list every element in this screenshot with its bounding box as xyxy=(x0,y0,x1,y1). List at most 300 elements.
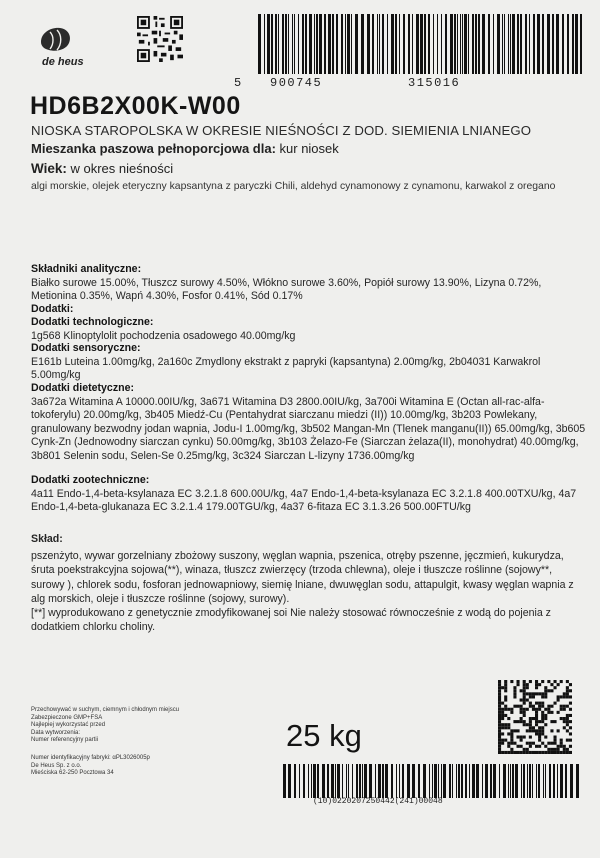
barcode-bar xyxy=(424,14,426,74)
datamatrix-module xyxy=(498,717,501,720)
datamatrix-module xyxy=(547,708,550,711)
datamatrix-module xyxy=(526,699,529,702)
datamatrix-module xyxy=(501,739,504,742)
datamatrix-module xyxy=(566,748,569,751)
datamatrix-module xyxy=(498,708,501,711)
datamatrix-module xyxy=(501,723,504,726)
identity-line: De Heus Sp. z o.o. xyxy=(31,762,82,769)
composition-note: [**] wyprodukowano z genetycznie zmodyfikowanej soi Nie należy stosować równocześnie z wodą do pojenia z dodatkiem chlorku choliny. xyxy=(31,607,551,634)
section-title: Dodatki sensoryczne: xyxy=(31,342,141,354)
barcode-bar xyxy=(285,14,287,74)
datamatrix-module xyxy=(523,689,526,692)
datamatrix-module xyxy=(523,699,526,702)
datamatrix-module xyxy=(547,742,550,745)
barcode-bar xyxy=(356,764,358,798)
datamatrix-module xyxy=(560,705,563,708)
datamatrix-module xyxy=(557,711,560,714)
barcode-bar xyxy=(375,764,376,798)
datamatrix-module xyxy=(526,742,529,745)
barcode-bar xyxy=(482,14,485,74)
datamatrix-module xyxy=(498,686,501,689)
datamatrix-module xyxy=(563,695,566,698)
barcode-bar xyxy=(497,14,500,74)
datamatrix-module xyxy=(498,705,501,708)
barcode-bar xyxy=(553,764,555,798)
barcode-bar xyxy=(288,764,291,798)
datamatrix-module xyxy=(526,748,529,751)
datamatrix-module xyxy=(526,729,529,732)
section-title: Dodatki zootechniczne: xyxy=(31,474,150,486)
barcode-bar xyxy=(461,764,463,798)
datamatrix-module xyxy=(569,689,572,692)
barcode-bar xyxy=(351,14,352,74)
datamatrix-module xyxy=(517,751,520,754)
datamatrix-module xyxy=(554,720,557,723)
barcode-bar xyxy=(499,764,500,798)
datamatrix-module xyxy=(513,742,516,745)
datamatrix-module xyxy=(510,732,513,735)
section-title: Dodatki dietetyczne: xyxy=(31,382,135,394)
datamatrix-module xyxy=(517,705,520,708)
datamatrix-module xyxy=(532,705,535,708)
datamatrix-module xyxy=(532,729,535,732)
datamatrix-module xyxy=(535,751,538,754)
datamatrix-module xyxy=(523,680,526,683)
datamatrix-module xyxy=(510,729,513,732)
datamatrix-module xyxy=(532,726,535,729)
datamatrix-module xyxy=(560,739,563,742)
datamatrix-module xyxy=(541,751,544,754)
barcode-bar xyxy=(378,764,381,798)
datamatrix-module xyxy=(541,714,544,717)
manufacturer-info xyxy=(31,755,271,778)
barcode-bar xyxy=(408,14,410,74)
barcode-bar xyxy=(316,14,318,74)
datamatrix-module xyxy=(547,751,550,754)
datamatrix-module xyxy=(498,702,501,705)
barcode-bar xyxy=(580,14,582,74)
datamatrix-module xyxy=(526,686,529,689)
barcode-bar xyxy=(441,14,442,74)
barcode-bar xyxy=(443,764,446,798)
barcode-bar xyxy=(452,764,453,798)
barcode-bar xyxy=(258,14,261,74)
datamatrix-module xyxy=(544,736,547,739)
datamatrix-module xyxy=(566,723,569,726)
barcode-bar xyxy=(462,14,463,74)
datamatrix-module xyxy=(566,751,569,754)
barcode-bar xyxy=(475,14,477,74)
barcode-bar xyxy=(458,764,460,798)
section-text: E161b Luteina 1.00mg/kg, 2a160c Zmydlony ekstrakt z papryki (kapsantyna) 2.00mg/kg, 2b04031 Karwakrol 5.00mg/kg xyxy=(31,355,541,382)
ean-digits-right: 315016 xyxy=(408,76,461,90)
age-value: w okres nieśności xyxy=(66,161,174,176)
datamatrix-module xyxy=(510,680,513,683)
barcode-bar xyxy=(299,764,300,798)
barcode-bar xyxy=(525,14,527,74)
datamatrix-module xyxy=(541,680,544,683)
datamatrix-module xyxy=(547,748,550,751)
datamatrix-module xyxy=(563,692,566,695)
datamatrix-module xyxy=(510,708,513,711)
datamatrix-module xyxy=(541,702,544,705)
datamatrix-module xyxy=(532,692,535,695)
barcode-bar xyxy=(332,14,334,74)
barcode-bar xyxy=(445,14,447,74)
datamatrix-module xyxy=(563,751,566,754)
barcode-bar xyxy=(403,14,405,74)
datamatrix-module xyxy=(507,717,510,720)
composition xyxy=(31,532,587,634)
datamatrix-module xyxy=(504,723,507,726)
mix-label: Mieszanka paszowa pełnoporcjowa dla: xyxy=(31,141,276,156)
datamatrix-module xyxy=(507,708,510,711)
barcode-bar xyxy=(278,14,279,74)
barcode-bar xyxy=(267,14,270,74)
barcode-bar xyxy=(510,14,511,74)
storage-info xyxy=(31,707,271,745)
datamatrix-module xyxy=(517,720,520,723)
datamatrix-module xyxy=(538,705,541,708)
datamatrix-module xyxy=(498,751,501,754)
barcode-bar xyxy=(294,14,295,74)
datamatrix-module xyxy=(550,748,553,751)
storage-line: Najlepiej wykorzystać przed xyxy=(31,722,106,729)
barcode-bar xyxy=(552,14,554,74)
ean-digits-left: 900745 xyxy=(270,76,323,90)
datamatrix-module xyxy=(523,695,526,698)
datamatrix-module xyxy=(532,708,535,711)
barcode-bar xyxy=(485,764,488,798)
barcode-bar xyxy=(418,764,420,798)
datamatrix-module xyxy=(507,751,510,754)
datamatrix-module xyxy=(523,751,526,754)
barcode-bar xyxy=(416,14,419,74)
datamatrix-module xyxy=(544,689,547,692)
barcode-bar xyxy=(341,14,343,74)
section-technological xyxy=(31,316,587,343)
barcode-bar xyxy=(562,14,564,74)
datamatrix-module xyxy=(554,742,557,745)
net-weight: 25 kg xyxy=(286,718,362,753)
datamatrix-module xyxy=(501,702,504,705)
datamatrix-module xyxy=(535,729,538,732)
datamatrix-module xyxy=(550,729,553,732)
datamatrix-module xyxy=(544,695,547,698)
datamatrix-module xyxy=(498,714,501,717)
barcode-bar xyxy=(503,764,506,798)
storage-line: Zabezpieczone GMP+FSA xyxy=(31,714,103,721)
datamatrix-module xyxy=(504,714,507,717)
barcode-bar xyxy=(308,764,309,798)
datamatrix-module xyxy=(504,699,507,702)
barcode-bar xyxy=(557,764,558,798)
datamatrix-module xyxy=(547,711,550,714)
datamatrix-module xyxy=(526,708,529,711)
datamatrix-module xyxy=(520,708,523,711)
barcode-bar xyxy=(572,14,574,74)
datamatrix-module xyxy=(563,708,566,711)
barcode-bar xyxy=(456,764,457,798)
barcode-bar xyxy=(567,14,569,74)
barcode-bar xyxy=(396,764,397,798)
datamatrix-module xyxy=(520,717,523,720)
datamatrix-module xyxy=(501,714,504,717)
brand-logo xyxy=(38,24,108,72)
product-subtitle: NIOSKA STAROPOLSKA W OKRESIE NIEŚNOŚCI Z DOD. SIEMIENIA LNIANEGO xyxy=(31,123,532,138)
composition-text: pszenżyto, wywar gorzelniany zbożowy suszony, węglan wapnia, pszenica, otręby pszenne, jęczmień, kukurydza, śruta poekstrakcyjna sojowa(**), winaza, tłuszcz zwierzęcy (trzoda chlewna), oleje i tłuszcze roślinne (sojowy**, surowy ), chlorek sodu, fosforan jednowapniowy, siemię lniane, dwuwęglan sodu, attapulgit, kwasy węglan wapnia z alg morskich, oleje i tłuszcze roślinne (sojowy, surowy). xyxy=(31,550,574,605)
barcode-bar xyxy=(538,764,540,798)
barcode-bar xyxy=(543,764,544,798)
datamatrix-module xyxy=(513,751,516,754)
datamatrix-module xyxy=(554,739,557,742)
datamatrix-module xyxy=(560,680,563,683)
product-code: HD6B2X00K-W00 xyxy=(30,92,241,120)
barcode-bar xyxy=(335,764,336,798)
datamatrix-module xyxy=(510,711,513,714)
barcode-bar xyxy=(432,764,433,798)
barcode-bar xyxy=(527,764,528,798)
datamatrix-module xyxy=(560,745,563,748)
datamatrix-module xyxy=(532,717,535,720)
datamatrix-module xyxy=(501,726,504,729)
datamatrix-module xyxy=(544,686,547,689)
datamatrix-module xyxy=(513,729,516,732)
barcode-bar xyxy=(364,764,367,798)
barcode-bar xyxy=(348,764,349,798)
barcode-bar xyxy=(317,764,319,798)
datamatrix-module xyxy=(541,729,544,732)
barcode-bar xyxy=(313,764,316,798)
barcode-bar xyxy=(512,14,515,74)
datamatrix-module xyxy=(526,751,529,754)
datamatrix-module xyxy=(504,708,507,711)
datamatrix-module xyxy=(520,736,523,739)
datamatrix-module xyxy=(523,708,526,711)
datamatrix-module xyxy=(501,686,504,689)
barcode-bar xyxy=(319,14,322,74)
barcode-bar xyxy=(449,764,451,798)
datamatrix-module xyxy=(501,708,504,711)
datamatrix-module xyxy=(541,705,544,708)
datamatrix-module xyxy=(501,751,504,754)
mix-value: kur niosek xyxy=(275,141,339,156)
datamatrix-module xyxy=(563,717,566,720)
datamatrix-module xyxy=(498,739,501,742)
datamatrix-module xyxy=(520,705,523,708)
barcode-bar xyxy=(377,14,378,74)
barcode-bar xyxy=(423,764,426,798)
datamatrix-module xyxy=(554,680,557,683)
barcode-bar xyxy=(512,764,514,798)
barcode-bar xyxy=(576,764,579,798)
datamatrix-module xyxy=(529,695,532,698)
datamatrix-module xyxy=(560,742,563,745)
age-label: Wiek: xyxy=(31,161,67,176)
datamatrix-module xyxy=(563,726,566,729)
datamatrix-code xyxy=(498,680,572,754)
datamatrix-module xyxy=(510,748,513,751)
barcode-bar xyxy=(387,14,388,74)
barcode-bar xyxy=(438,764,439,798)
datamatrix-module xyxy=(557,745,560,748)
datamatrix-module xyxy=(544,692,547,695)
barcode-bar xyxy=(454,14,456,74)
storage-line: Data wytworzenia: xyxy=(31,729,81,736)
barcode-bar xyxy=(294,764,296,798)
storage-line: Przechowywać w suchym, ciemnym i chłodnym miejscu xyxy=(31,707,180,713)
datamatrix-module xyxy=(560,751,563,754)
datamatrix-module xyxy=(538,692,541,695)
barcode-bar xyxy=(264,14,265,74)
datamatrix-module xyxy=(541,720,544,723)
datamatrix-module xyxy=(554,751,557,754)
section-analytical xyxy=(31,263,587,304)
barcode-bar xyxy=(529,764,531,798)
datamatrix-module xyxy=(513,686,516,689)
barcode-bar xyxy=(515,764,518,798)
barcode-bar xyxy=(575,14,578,74)
datamatrix-module xyxy=(520,689,523,692)
datamatrix-module xyxy=(554,748,557,751)
section-dietetic xyxy=(31,382,587,464)
datamatrix-module xyxy=(498,729,501,732)
datamatrix-module xyxy=(526,683,529,686)
datamatrix-module xyxy=(538,702,541,705)
datamatrix-module xyxy=(529,742,532,745)
datamatrix-module xyxy=(538,708,541,711)
datamatrix-module xyxy=(566,729,569,732)
barcode-bar xyxy=(275,14,277,74)
datamatrix-module xyxy=(569,739,572,742)
barcode-bar xyxy=(441,764,442,798)
datamatrix-module xyxy=(544,708,547,711)
section-title: Dodatki: xyxy=(31,303,74,315)
barcode-bar xyxy=(412,14,413,74)
datamatrix-module xyxy=(504,689,507,692)
datamatrix-module xyxy=(513,705,516,708)
datamatrix-module xyxy=(557,695,560,698)
section-text: 1g568 Klinoptylolit pochodzenia osadowego 40.00mg/kg xyxy=(31,329,296,342)
datamatrix-module xyxy=(569,702,572,705)
barcode-bar xyxy=(520,14,522,74)
datamatrix-module xyxy=(535,714,538,717)
datamatrix-module xyxy=(498,699,501,702)
barcode-bar xyxy=(532,764,533,798)
datamatrix-module xyxy=(504,705,507,708)
barcode-bar xyxy=(560,764,563,798)
datamatrix-module xyxy=(560,717,563,720)
datamatrix-module xyxy=(550,705,553,708)
datamatrix-module xyxy=(523,711,526,714)
barcode-bar xyxy=(478,14,480,74)
barcode-bar xyxy=(322,764,325,798)
datamatrix-module xyxy=(535,745,538,748)
datamatrix-module xyxy=(569,720,572,723)
datamatrix-module xyxy=(557,683,560,686)
datamatrix-module xyxy=(501,732,504,735)
barcode-bar xyxy=(391,14,394,74)
section-zootechnical xyxy=(31,474,587,515)
barcode-bar xyxy=(271,14,273,74)
de-heus-logo-icon xyxy=(38,24,74,54)
datamatrix-module xyxy=(550,751,553,754)
composition-title: Skład: xyxy=(31,533,63,545)
barcode-bar xyxy=(517,14,519,74)
barcode-bar xyxy=(361,14,364,74)
datamatrix-module xyxy=(498,723,501,726)
barcode-bar xyxy=(460,14,461,74)
datamatrix-module xyxy=(550,683,553,686)
barcode-bar xyxy=(464,14,467,74)
datamatrix-module xyxy=(535,708,538,711)
datamatrix-module xyxy=(550,742,553,745)
section-sensory xyxy=(31,342,587,383)
barcode-bar xyxy=(428,14,430,74)
barcode-bar xyxy=(327,764,329,798)
datamatrix-module xyxy=(535,732,538,735)
barcode-bar xyxy=(433,14,434,74)
datamatrix-module xyxy=(529,726,532,729)
datamatrix-module xyxy=(541,692,544,695)
datamatrix-module xyxy=(523,723,526,726)
datamatrix-module xyxy=(504,680,507,683)
barcode-bar xyxy=(493,14,494,74)
datamatrix-module xyxy=(550,711,553,714)
barcode-bar xyxy=(570,764,573,798)
datamatrix-module xyxy=(566,739,569,742)
barcode-bar xyxy=(407,764,410,798)
brand-name: de heus xyxy=(42,56,84,68)
datamatrix-module xyxy=(541,717,544,720)
datamatrix-module xyxy=(504,695,507,698)
barcode-bar xyxy=(347,14,350,74)
qr-code-top xyxy=(137,16,183,62)
barcode-bar xyxy=(545,764,546,798)
datamatrix-module xyxy=(501,717,504,720)
datamatrix-module xyxy=(510,736,513,739)
datamatrix-module xyxy=(529,680,532,683)
barcode-bar xyxy=(429,764,430,798)
datamatrix-module xyxy=(513,689,516,692)
barcode-bar xyxy=(402,764,404,798)
barcode-bar xyxy=(521,764,522,798)
datamatrix-module xyxy=(566,692,569,695)
barcode-bar xyxy=(469,764,470,798)
datamatrix-module xyxy=(517,683,520,686)
datamatrix-module xyxy=(535,686,538,689)
datamatrix-module xyxy=(541,726,544,729)
datamatrix-module xyxy=(517,745,520,748)
datamatrix-module xyxy=(566,695,569,698)
datamatrix-module xyxy=(523,692,526,695)
datamatrix-module xyxy=(566,720,569,723)
datamatrix-module xyxy=(507,745,510,748)
barcode-bar xyxy=(437,14,438,74)
datamatrix-module xyxy=(517,680,520,683)
barcode-bar xyxy=(472,764,475,798)
barcode-bar xyxy=(482,764,483,798)
barcode-bar xyxy=(420,14,423,74)
datamatrix-module xyxy=(560,695,563,698)
datamatrix-module xyxy=(523,720,526,723)
datamatrix-module xyxy=(504,683,507,686)
datamatrix-module xyxy=(504,686,507,689)
barcode-bar xyxy=(288,14,289,74)
barcode-bar xyxy=(399,764,400,798)
datamatrix-module xyxy=(538,726,541,729)
gs1-digits: (10)0220207250442(241)00048 xyxy=(313,797,443,806)
